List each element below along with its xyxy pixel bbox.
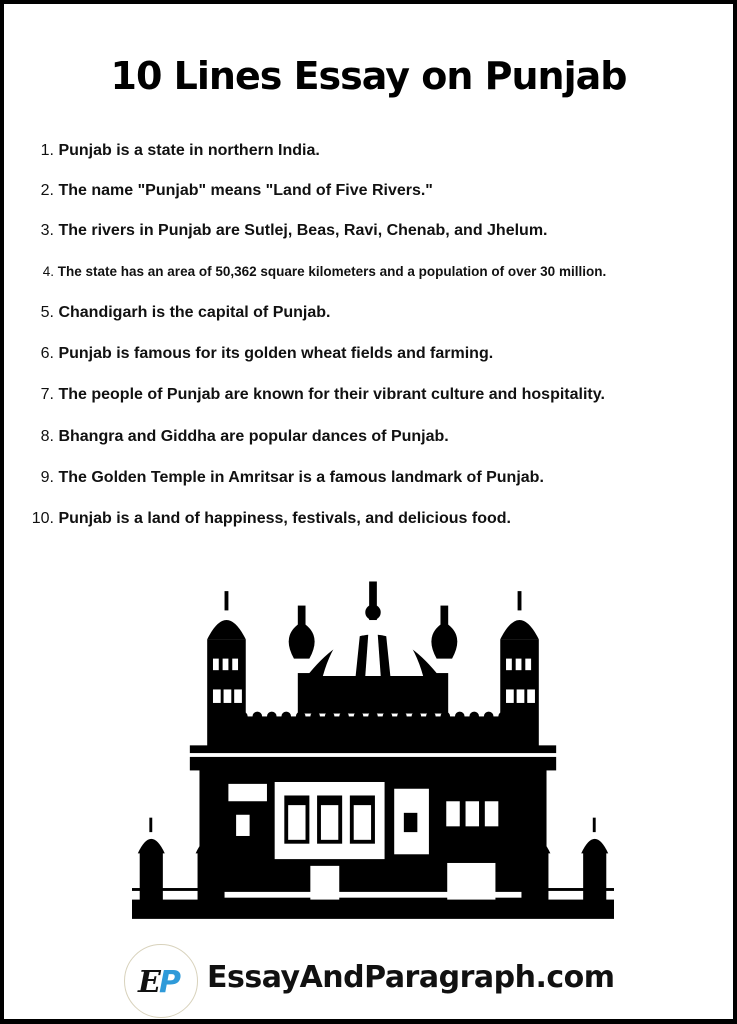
line-number: 5. — [40, 304, 54, 321]
site-footer — [124, 942, 615, 1020]
list-item — [4, 304, 330, 332]
line-text: Punjab is famous for its golden wheat fields and farming. — [58, 345, 494, 362]
line-number: 2. — [40, 182, 54, 199]
line-text: The name "Punjab" means "Land of Five Rivers." — [58, 182, 433, 199]
list-item — [4, 345, 493, 373]
line-text: The Golden Temple in Amritsar is a famous landmark of Punjab. — [58, 469, 544, 486]
list-item — [4, 264, 606, 292]
list-item — [4, 428, 449, 456]
line-number: 4. — [42, 264, 54, 279]
line-number: 1. — [40, 142, 54, 159]
site-logo — [124, 944, 198, 1018]
logo-letter-e: E — [138, 965, 161, 1000]
logo-letter-p: P — [159, 965, 181, 1000]
line-text: The people of Punjab are known for their vibrant culture and hospitality. — [58, 386, 605, 403]
line-text: Punjab is a land of happiness, festivals, and delicious food. — [58, 510, 511, 527]
list-item — [4, 386, 605, 414]
line-number: 10. — [31, 510, 54, 527]
list-item — [4, 469, 544, 497]
golden-temple-silhouette-icon — [132, 580, 614, 930]
list-item — [4, 142, 320, 170]
line-text: The state has an area of 50,362 square kilometers and a population of over 30 million. — [57, 264, 607, 279]
list-item — [4, 510, 511, 538]
line-text: The rivers in Punjab are Sutlej, Beas, Ravi, Chenab, and Jhelum. — [58, 222, 548, 239]
line-number: 3. — [40, 222, 54, 239]
line-number: 9. — [40, 469, 54, 486]
line-text: Punjab is a state in northern India. — [58, 142, 320, 159]
line-number: 8. — [40, 428, 54, 445]
line-number: 6. — [40, 345, 54, 362]
essay-page — [4, 4, 735, 1019]
list-item — [4, 222, 548, 250]
line-text: Bhangra and Giddha are popular dances of Punjab. — [58, 428, 449, 445]
list-item — [4, 182, 433, 210]
line-number: 7. — [40, 386, 54, 403]
site-name: EssayAndParagraph.com — [207, 960, 615, 995]
page-title: 10 Lines Essay on Punjab — [110, 54, 627, 98]
line-text: Chandigarh is the capital of Punjab. — [58, 304, 331, 321]
